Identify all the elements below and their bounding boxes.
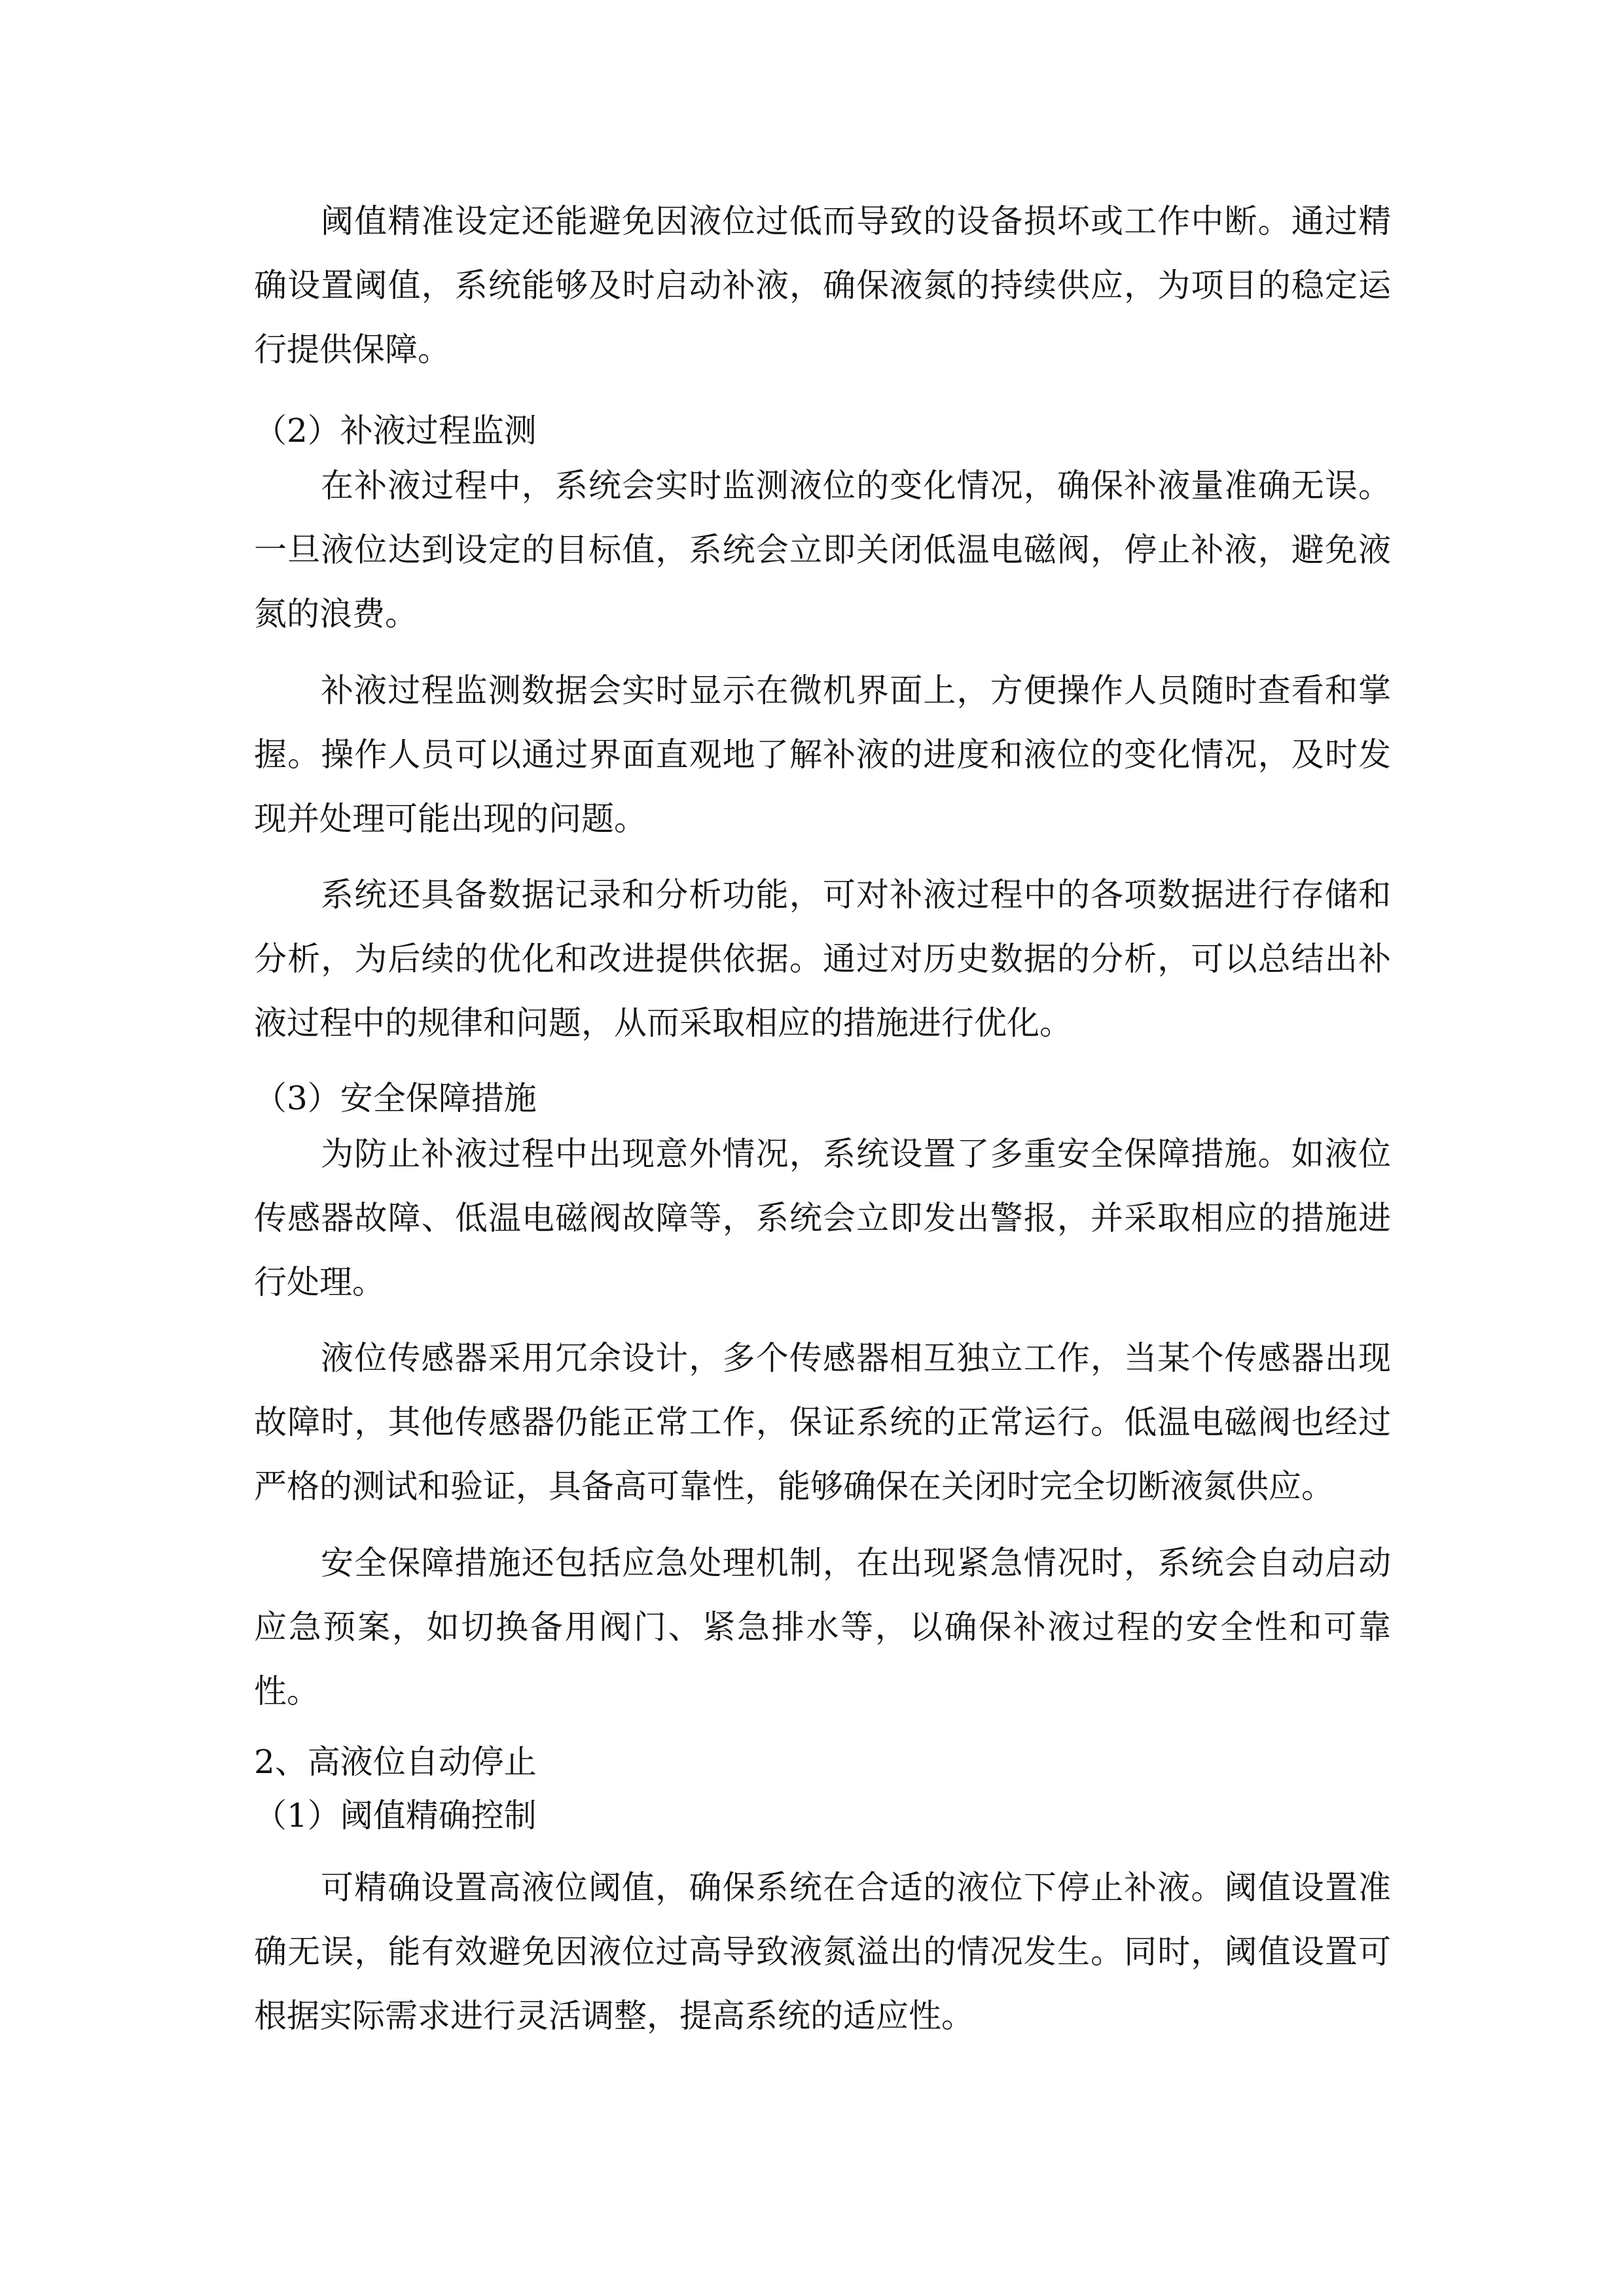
- text-line: 性。: [254, 1672, 319, 1710]
- paragraph: [254, 1856, 1391, 2048]
- text-line: 分析，为后续的优化和改进提供依据。通过对历史数据的分析，可以总结出补: [254, 940, 1391, 978]
- text-line: 一旦液位达到设定的目标值，系统会立即关闭低温电磁阀，停止补液，避免液: [254, 531, 1391, 569]
- paragraph: [254, 189, 1391, 382]
- text-line: 液过程中的规律和问题，从而采取相应的措施进行优化。: [254, 1004, 1072, 1042]
- text-line: （2）补液过程监测: [254, 412, 537, 450]
- section-heading: [254, 1066, 1391, 1130]
- paragraph: [254, 658, 1391, 851]
- paragraph: [254, 1122, 1391, 1314]
- text-line: 可精确设置高液位阈值，确保系统在合适的液位下停止补液。阈值设置准: [321, 1869, 1391, 1907]
- text-line: 氮的浪费。: [254, 595, 418, 633]
- text-line: 阈值精准设定还能避免因液位过低而导致的设备损坏或工作中断。通过精: [321, 202, 1391, 240]
- text-line: 为防止补液过程中出现意外情况，系统设置了多重安全保障措施。如液位: [321, 1135, 1391, 1173]
- text-line: 握。操作人员可以通过界面直观地了解补液的进度和液位的变化情况，及时发: [254, 736, 1391, 774]
- text-line: 液位传感器采用冗余设计，多个传感器相互独立工作，当某个传感器出现: [321, 1339, 1391, 1377]
- section-heading: [254, 1784, 1391, 1848]
- text-line: 应急预案，如切换备用阀门、紧急排水等，以确保补液过程的安全性和可靠: [254, 1608, 1391, 1646]
- paragraph: [254, 1531, 1391, 1723]
- text-line: 根据实际需求进行灵活调整，提高系统的适应性。: [254, 1997, 974, 2035]
- text-line: 系统还具备数据记录和分析功能，可对补液过程中的各项数据进行存储和: [321, 876, 1391, 914]
- paragraph: [254, 1326, 1391, 1518]
- text-line: 故障时，其他传感器仍能正常工作，保证系统的正常运行。低温电磁阀也经过: [254, 1403, 1391, 1441]
- text-line: 行提供保障。: [254, 331, 450, 368]
- text-line: 传感器故障、低温电磁阀故障等，系统会立即发出警报，并采取相应的措施进: [254, 1199, 1391, 1237]
- text-line: 现并处理可能出现的问题。: [254, 800, 647, 838]
- text-line: 确设置阈值，系统能够及时启动补液，确保液氮的持续供应，为项目的稳定运: [254, 266, 1391, 304]
- text-line: 补液过程监测数据会实时显示在微机界面上，方便操作人员随时查看和掌: [321, 672, 1391, 709]
- text-line: 2、高液位自动停止: [254, 1743, 537, 1781]
- text-line: 行处理。: [254, 1263, 385, 1301]
- text-line: （3）安全保障措施: [254, 1079, 537, 1117]
- paragraph: [254, 454, 1391, 646]
- text-line: 安全保障措施还包括应急处理机制，在出现紧急情况时，系统会自动启动: [321, 1544, 1391, 1582]
- text-line: 严格的测试和验证，具备高可靠性，能够确保在关闭时完全切断液氮供应。: [254, 1467, 1334, 1505]
- text-line: （1）阈值精确控制: [254, 1797, 537, 1835]
- text-line: 在补液过程中，系统会实时监测液位的变化情况，确保补液量准确无误。: [321, 467, 1391, 505]
- paragraph: [254, 863, 1391, 1055]
- text-line: 确无误，能有效避免因液位过高导致液氮溢出的情况发生。同时，阈值设置可: [254, 1933, 1391, 1971]
